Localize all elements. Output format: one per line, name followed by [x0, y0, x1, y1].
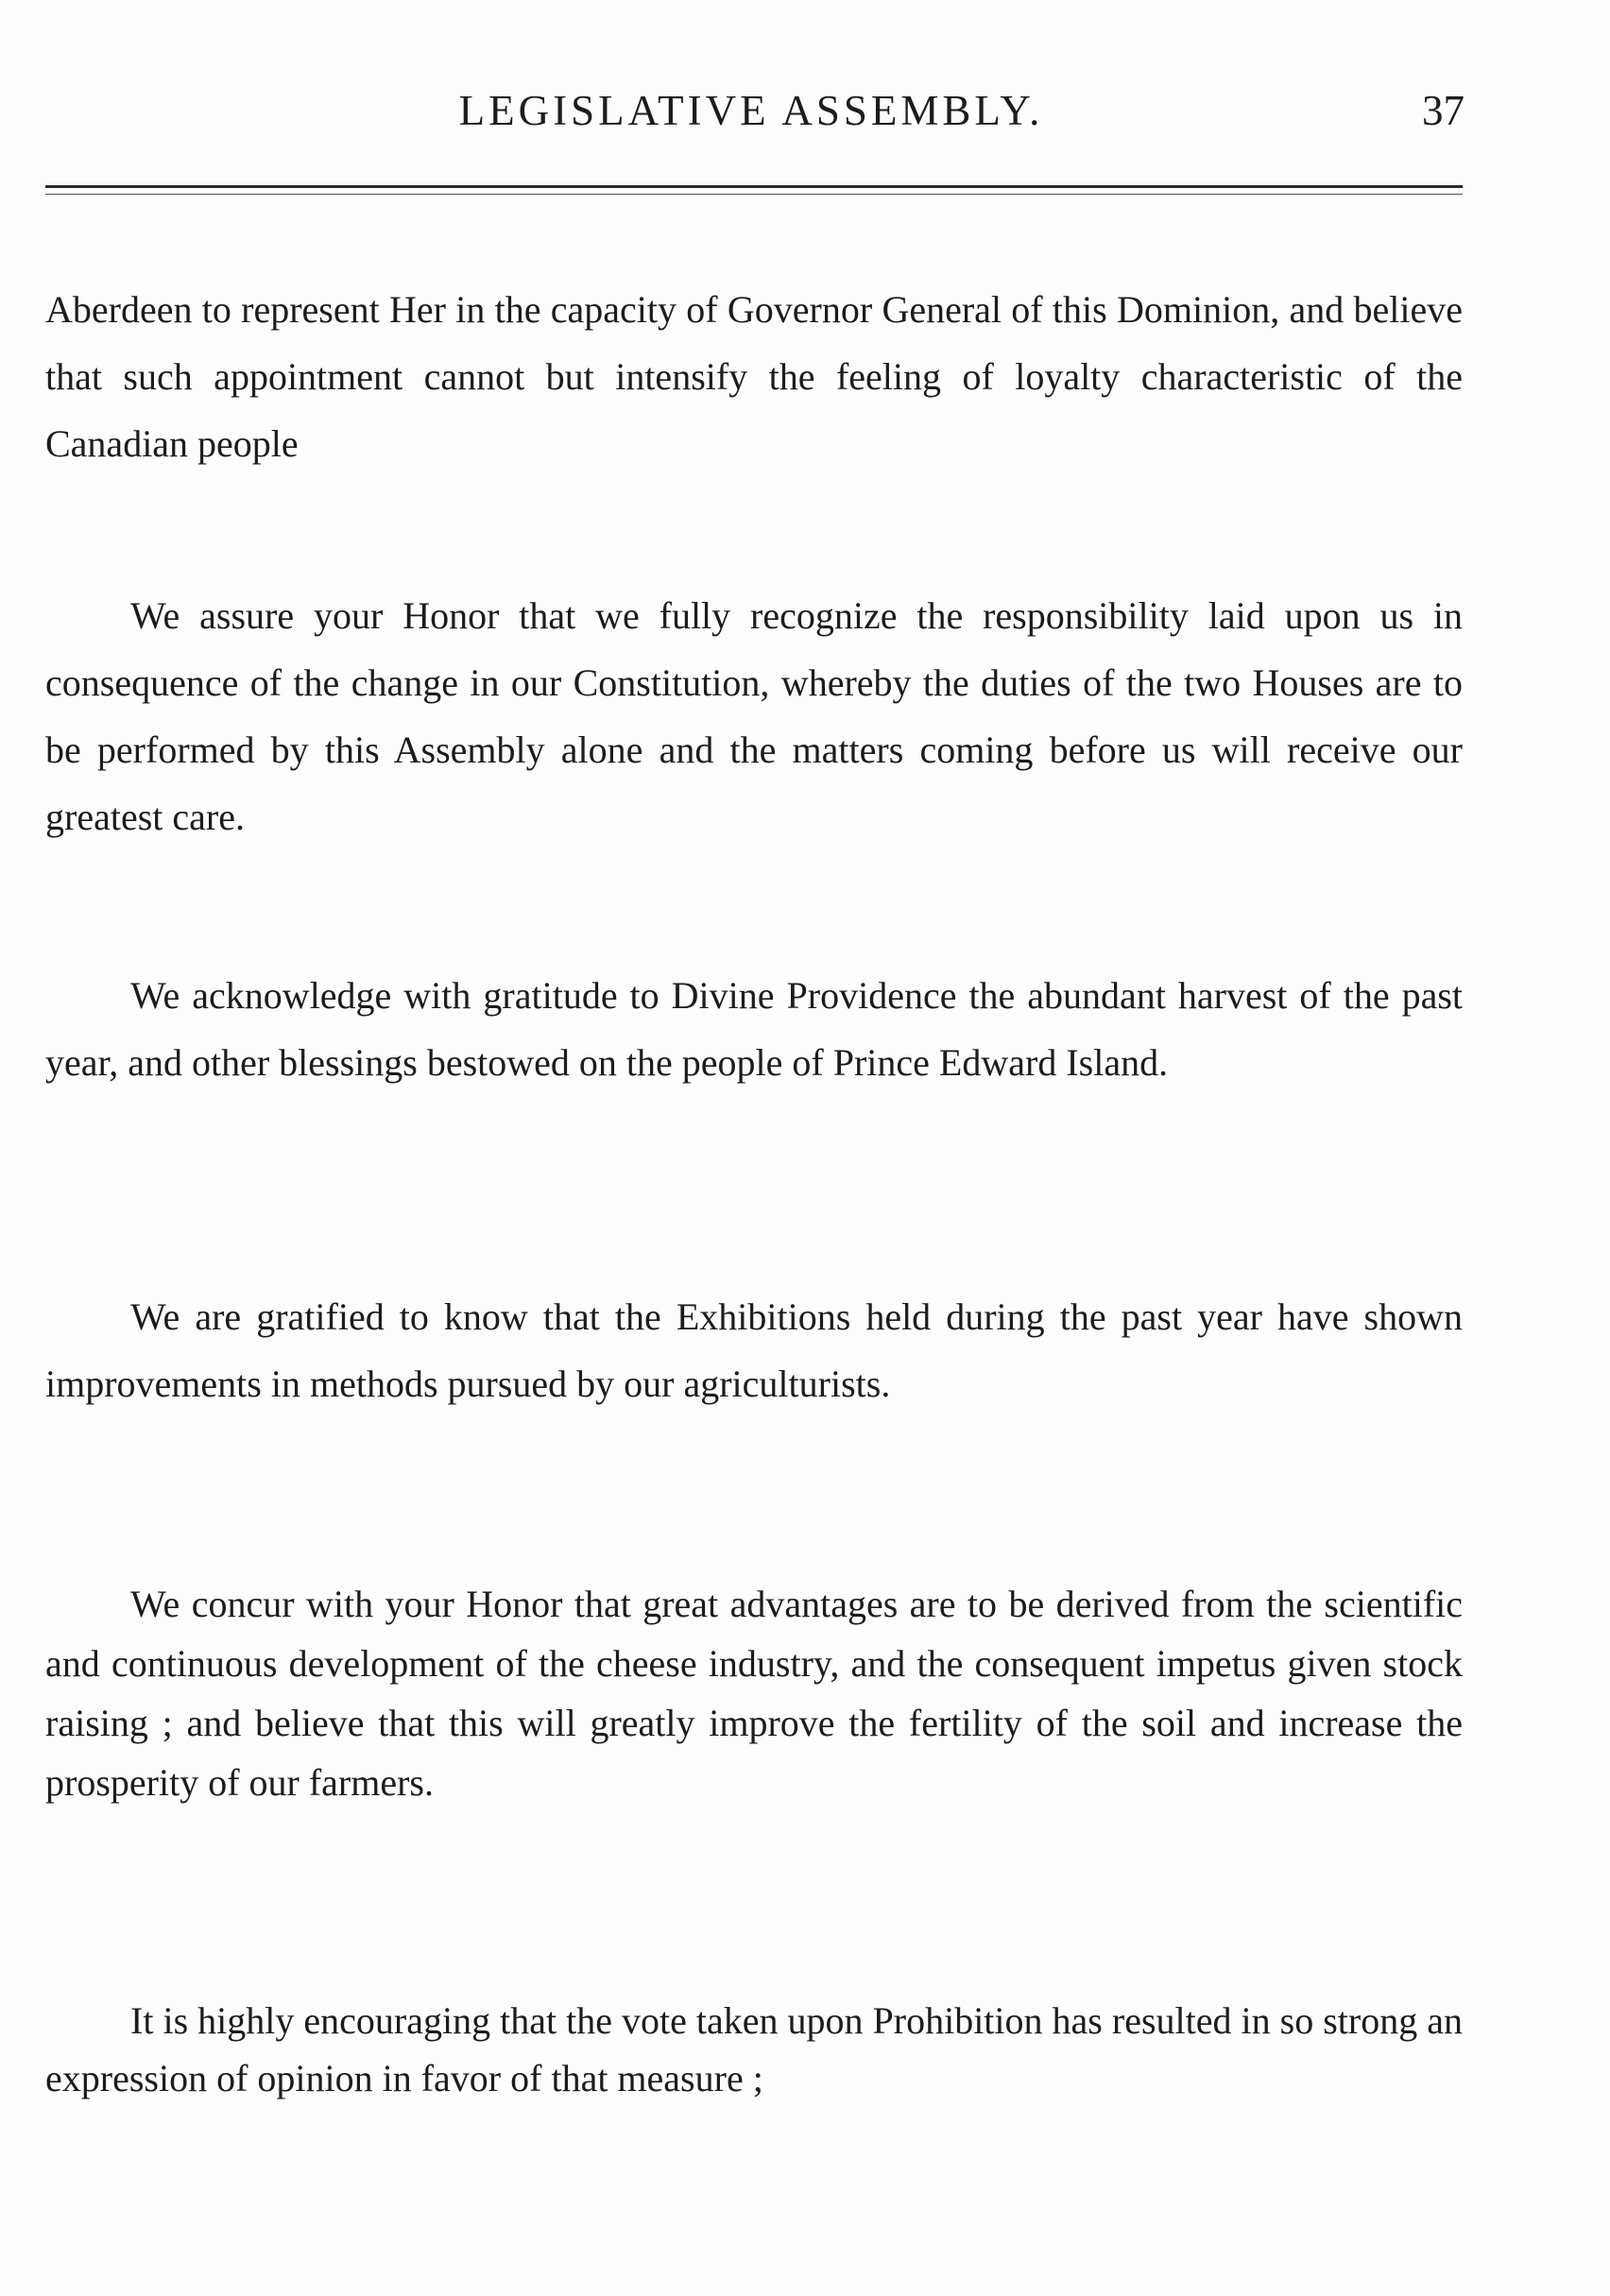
page-header	[38, 77, 1464, 144]
paragraph-responsibility: We assure your Honor that we fully recognize the responsibility laid upon us in consequence of the change in our Constitution, whereby the duties of the two Houses are to be performed by this Assembly alone and the matters coming before us will receive our greatest care.	[45, 594, 1463, 838]
header-rule-thick	[45, 185, 1463, 188]
paragraph-harvest: We acknowledge with gratitude to Divine Providence the abundant harvest of the past year, and other blessings bestowed on the people of Prince Edward Island.	[45, 974, 1463, 1084]
paragraph-exhibitions: We are gratified to know that the Exhibitions held during the past year have shown improvements in methods pursued by our agriculturists.	[45, 1295, 1463, 1405]
page-number: 37	[1422, 87, 1464, 134]
running-title: LEGISLATIVE ASSEMBLY.	[458, 87, 1044, 134]
paragraph-continuation: Aberdeen to represent Her in the capacity of Governor General of this Dominion, and believe that such appointment cannot but intensify the feeling of loyalty characteristic of the Canadian people	[45, 288, 1463, 465]
paragraph-cheese-industry: We concur with your Honor that great advantages are to be derived from the scientific and continuous development of the cheese industry, and the consequent impetus given stock raising ; and believe that this will greatly improve the fertility of the soil and increase the prosperity of our farmers.	[45, 1583, 1463, 1804]
paragraph-prohibition: It is highly encouraging that the vote taken upon Prohibition has resulted in so strong an expression of opinion in favor of that measure ;	[45, 1999, 1463, 2099]
header-rule-thin	[45, 194, 1463, 195]
